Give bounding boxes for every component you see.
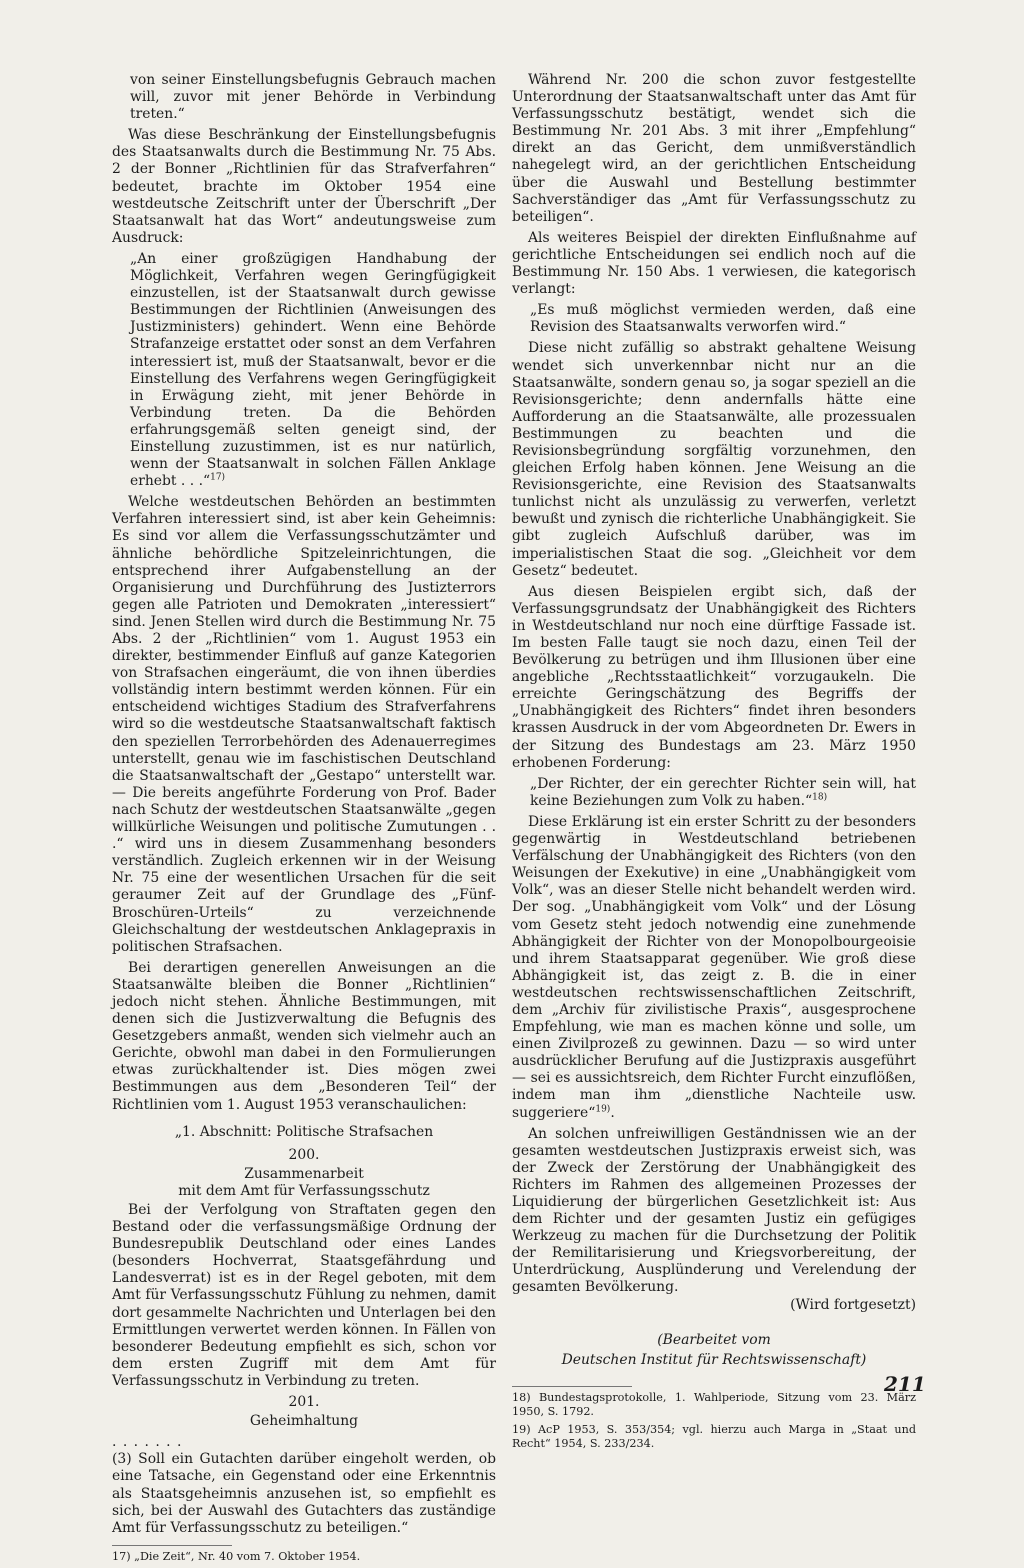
footnote-ref-18: 18) [812, 792, 828, 803]
footnote-divider [512, 1386, 632, 1387]
rule-200-subtitle: mit dem Amt für Verfassungsschutz [178, 1182, 430, 1199]
ellipsis-dots: . . . . . . . [112, 1434, 183, 1451]
footnote-17: 17) „Die Zeit“, Nr. 40 vom 7. Oktober 1954. [112, 1549, 361, 1563]
continued-quote: von seiner Einstellungsbefugnis Gebrauch machen will, zuvor mit jener Behörde in Verbindung treten.“ [130, 72, 496, 123]
rule-200-title: Zusammenarbeit [244, 1165, 364, 1182]
block-quote: „Es muß möglichst vermieden werden, daß eine Revision des Staatsanwalts verworfen wird.“ [530, 302, 916, 336]
footnote-ref-19: 19) [595, 1103, 611, 1114]
rule-201-text: (3) Soll ein Gutachten darüber eingeholt werden, ob eine Tatsache, ein Gegenstand oder eine Erkenntnis als Staatsgeheimnis anzusehen ist, so empfiehlt es sich, bei der Auswahl des Gutachters das zuständige Amt für Verfassungsschutz zu beteiligen.“ [112, 1451, 496, 1536]
section-heading: „1. Abschnitt: Politische Strafsachen [174, 1123, 434, 1140]
footnote-ref-17: 17) [210, 472, 226, 483]
quote-text: „Der Richter, der ein gerechter Richter sein will, hat keine Beziehungen zum Volk zu haben.“ [530, 775, 916, 809]
footnote-19: 19) AcP 1953, S. 353/354; vgl. hierzu auch Marga in „Staat und Recht“ 1954, S. 233/234. [512, 1422, 916, 1450]
left-column [112, 72, 496, 1568]
rule-201-title: Geheimhaltung [249, 1413, 359, 1430]
paragraph: Was diese Beschränkung der Einstellungsbefugnis des Staatsanwalts durch die Bestimmung Nr. 75 Abs. 2 der Bonner „Richtlinien für das Strafverfahren“ bedeutet, brachte im Oktober 1954 eine westdeutsche Zeitschrift unter der Überschrift „Der Staatsanwalt hat das Wort“ andeutungsweise zum Ausdruck: [112, 127, 496, 246]
paragraph: Während Nr. 200 die schon zuvor festgestellte Unterordnung der Staatsanwaltschaft unter das Amt für Verfassungsschutz bestätigt, wendet sich die Bestimmung Nr. 201 Abs. 3 mit ihrer „Empfehlung“ direkt an das Gericht, dem unmißverständlich nahegelegt wird, an der gerichtlichen Entscheidung über die Auswahl und Bestellung bestimmter Sachverständiger das „Amt für Verfassungsschutz zu beteiligen“. [512, 72, 916, 225]
paragraph: Bei derartigen generellen Anweisungen an die Staatsanwälte bleiben die Bonner „Richtlinien“ jedoch nicht stehen. Ähnliche Bestimmungen, mit denen sich die Justizverwaltung die Befugnis des Gesetzgebers anmaßt, wenden sich vielmehr auch an Gerichte, obwohl man dabei in den Formulierungen etwas zurückhaltender ist. Dies mögen zwei Bestimmungen aus dem „Besonderen Teil“ der Richtlinien vom 1. August 1953 veranschaulichen: [112, 959, 496, 1113]
page-number: 211 [884, 1372, 926, 1396]
rule-201-number: 201. [288, 1394, 320, 1411]
credit-line: (Bearbeitet vom [657, 1331, 771, 1348]
block-quote [130, 251, 496, 490]
continued-note: (Wird fortgesetzt) [790, 1296, 916, 1313]
paragraph: Diese nicht zufällig so abstrakt gehaltene Weisung wendet sich unverkennbar nicht nur an die Staatsanwälte, sondern genau so, ja sogar speziell an die Revisionsgerichte; denn andernfalls hätte eine Aufforderung an die Staatsanwälte, alle prozessualen Bestimmungen zu beachten und die Revisionsbegründung sorgfältig vorzunehmen, den gleichen Erfolg haben können. Jene Weisung an die Revisionsgerichte, eine Revision des Staatsanwalts tunlichst nicht als unzulässig zu verwerfen, verletzt bewußt und zynisch die richterliche Unabhängigkeit. Sie gibt zugleich Aufschluß darüber, was im imperialistischen Staat die sog. „Gleichheit vor dem Gesetz“ bedeutet. [512, 340, 916, 579]
block-quote [530, 776, 916, 810]
right-column [512, 72, 916, 1455]
paragraph: Als weiteres Beispiel der direkten Einflußnahme auf gerichtliche Entscheidungen sei endlich noch auf die Bestimmung Nr. 150 Abs. 1 verwiesen, die kategorisch verlangt: [512, 229, 916, 298]
credit-institute: Deutschen Institut für Rechtswissenschaft) [561, 1351, 867, 1368]
rule-200-text: Bei der Verfolgung von Straftaten gegen den Bestand oder die verfassungsmäßige Ordnung der Bundesrepublik Deutschland oder eines Landes (besonders Hochverrat, Staatsgefährdung und Landesverrat) ist es in der Regel geboten, mit dem Amt für Verfassungsschutz Fühlung zu nehmen, damit dort gesammelte Nachrichten und Unterlagen bei den Ermittlungen verwertet werden können. In Fällen von besonderer Bedeutung empfiehlt es sich, schon vor dem ersten Zugriff mit dem Amt für Verfassungsschutz in Verbindung zu treten. [112, 1202, 496, 1389]
paragraph-end: . [610, 1104, 615, 1121]
footnote-divider [112, 1545, 232, 1546]
footnote-18: 18) Bundestagsprotokolle, 1. Wahlperiode, Sitzung vom 23. März 1950, S. 1792. [512, 1390, 916, 1418]
rule-200-number: 200. [288, 1146, 320, 1163]
paragraph: Aus diesen Beispielen ergibt sich, daß der Verfassungsgrundsatz der Unabhängigkeit des Richters in Westdeutschland nur noch eine dürftige Fassade ist. Im besten Falle taugt sie noch dazu, einen Teil der Bevölkerung zu betrügen und ihm Illusionen über eine angebliche „Rechtsstaatlichkeit“ vorzugaukeln. Die erreichte Geringschätzung des Begriffs der „Unabhängigkeit des Richters“ findet ihren besonders krassen Ausdruck in der vom Abgeordneten Dr. Ewers in der Sitzung des Bundestags am 23. März 1950 erhobenen Forderung: [512, 583, 916, 771]
paragraph [512, 814, 916, 1122]
quote-text: „An einer großzügigen Handhabung der Möglichkeit, Verfahren wegen Geringfügigkeit einzustellen, ist der Staatsanwalt durch gewisse Bestimmungen der Richtlinien (Anweisungen des Justizministers) gehindert. Wenn eine Behörde Strafanzeige erstattet oder sonst an dem Verfahren interessiert ist, muß der Staatsanwalt, bevor er die Einstellung des Verfahrens wegen Geringfügigkeit in Erwägung zieht, mit jener Behörde in Verbindung treten. Da die Behörden erfahrungsgemäß selten geneigt sind, der Einstellung zuzustimmen, ist es nur natürlich, wenn der Staatsanwalt in solchen Fällen Anklage erhebt . . .“ [130, 250, 496, 490]
paragraph: Welche westdeutschen Behörden an bestimmten Verfahren interessiert sind, ist aber kein Geheimnis: Es sind vor allem die Verfassungsschutzämter und ähnliche behördliche Spitzeleinrichtungen, die entsprechend ihrer Aufgabenstellung an der Organisierung und Durchführung des Justizterrors gegen alle Patrioten und Demokraten „interessiert“ sind. Jenen Stellen wird durch die Bestimmung Nr. 75 Abs. 2 der „Richtlinien“ vom 1. August 1953 ein direkter, bestimmender Einfluß auf ganze Kategorien von Strafsachen eingeräumt, die von ihnen überdies vollständig intern bestimmt werden können. Für ein entscheidend wichtiges Stadium des Strafverfahrens wird so die westdeutsche Staatsanwaltschaft faktisch den speziellen Terrorbehörden des Adenauerregimes unterstellt, genau wie im faschistischen Deutschland die Staatsanwaltschaft der „Gestapo“ unterstellt war. — Die bereits angeführte Forderung von Prof. Bader nach Schutz der westdeutschen Staatsanwälte „gegen willkürliche Weisungen und politische Zumutungen . . .“ wird uns in diesem Zusammenhang besonders verständlich. Zugleich erkennen wir in der Weisung Nr. 75 eine der wesentlichen Ursachen für die seit geraumer Zeit auf der Grundlage des „Fünf-Broschüren-Urteils“ zu verzeichnende Gleichschaltung der westdeutschen Anklagepraxis in politischen Strafsachen. [112, 494, 496, 955]
paragraph-text: Diese Erklärung ist ein erster Schritt zu der besonders gegenwärtig in Westdeutschland betriebenen Verfälschung der Unabhängigkeit des Richters (von den Weisungen der Exekutive) in eine „Unabhängigkeit vom Volk“, was an dieser Stelle nicht behandelt werden wird. Der sog. „Unabhängigkeit vom Volk“ und der Lösung vom Gesetz steht jedoch notwendig eine zunehmende Abhängigkeit der Richter von der Monopolbourgeoisie und ihrem Staatsapparat gegenüber. Wie groß diese Abhängigkeit ist, das zeigt z. B. die in einer westdeutschen rechtswissenschaftlichen Zeitschrift, dem „Archiv für zivilistische Praxis“, ausgesprochene Empfehlung, wie man es machen könne und solle, um einen Zivilprozeß zu gewinnen. Dazu — so wird unter ausdrücklicher Berufung auf die Justizpraxis ausgeführt — sei es aussichtsreich, dem Richter Furcht einzuflößen, indem man ihm „dienstliche Nachteile usw. suggeriere“ [512, 813, 916, 1121]
paragraph: An solchen unfreiwilligen Geständnissen wie an der gesamten westdeutschen Justizpraxis erweist sich, was der Zweck der Zerstörung der Unabhängigkeit des Richters im Rahmen des allgemeinen Prozesses der Liquidierung der bürgerlichen Gesetzlichkeit ist: Aus dem Richter und der gesamten Justiz ein gefügiges Werkzeug zu machen für die Durchsetzung der Politik der Remilitarisierung und Kriegsvorbereitung, der Unterdrückung, Ausplünderung und Verelendung der gesamten Bevölkerung. [512, 1125, 916, 1296]
